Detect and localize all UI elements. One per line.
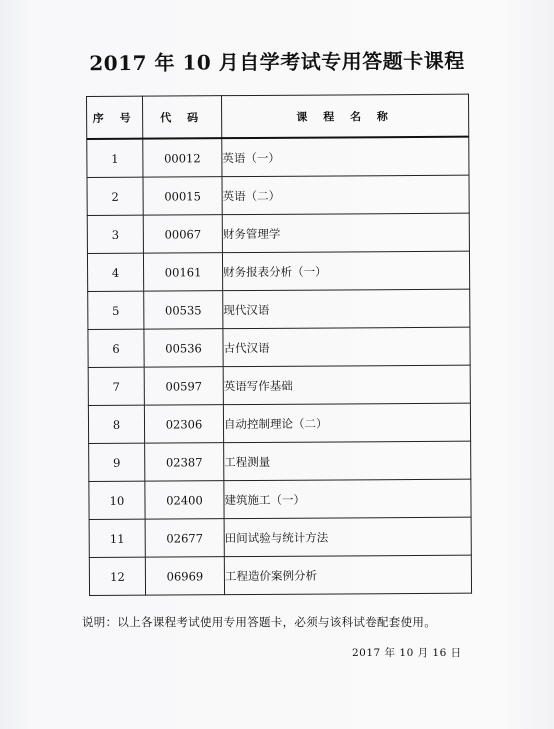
row-index: 8 <box>88 405 144 443</box>
row-course-name: 英语（一） <box>222 137 469 177</box>
table-header-row <box>87 94 469 139</box>
row-course-name: 古代汉语 <box>223 327 470 367</box>
row-index: 11 <box>89 519 145 557</box>
table-row <box>88 365 470 405</box>
row-code: 00597 <box>144 367 223 405</box>
row-index: 7 <box>88 367 144 405</box>
row-course-name: 建筑施工（一） <box>224 479 471 519</box>
row-index: 9 <box>89 443 145 481</box>
row-index: 3 <box>87 215 143 253</box>
row-code: 00161 <box>143 253 222 291</box>
table-row <box>87 175 469 215</box>
row-index: 2 <box>87 177 143 215</box>
course-table <box>86 94 472 596</box>
table-row <box>88 403 470 443</box>
row-index: 4 <box>87 253 143 291</box>
row-code: 02677 <box>145 519 224 557</box>
row-course-name: 田间试验与统计方法 <box>224 517 471 557</box>
row-code: 00536 <box>144 329 223 367</box>
document-title: 2017 年 10 月自学考试专用答题卡课程 <box>89 48 465 76</box>
table-row <box>89 441 471 481</box>
row-course-name: 英语（二） <box>222 175 469 215</box>
table-row <box>87 251 469 291</box>
table-row <box>89 517 471 557</box>
row-index: 12 <box>89 557 145 595</box>
row-course-name: 现代汉语 <box>223 289 470 329</box>
row-code: 00067 <box>143 215 222 253</box>
issue-date: 2017 年 10 月 16 日 <box>352 647 462 659</box>
row-course-name: 财务管理学 <box>222 213 469 253</box>
header-code: 代 码 <box>143 96 222 139</box>
row-code: 02400 <box>145 481 224 519</box>
table-row <box>88 289 470 329</box>
header-course-name: 课 程 名 称 <box>222 94 469 138</box>
row-code: 02387 <box>145 443 224 481</box>
table-body <box>87 137 472 596</box>
row-index: 10 <box>89 481 145 519</box>
row-index: 6 <box>88 329 144 367</box>
table-row <box>87 213 469 253</box>
table-row <box>88 327 470 367</box>
row-code: 00535 <box>144 291 223 329</box>
row-course-name: 财务报表分析（一） <box>222 251 469 291</box>
row-index: 5 <box>88 291 144 329</box>
usage-note: 说明：以上各课程考试使用专用答题卡，必须与该科试卷配套使用。 <box>82 615 436 629</box>
row-course-name: 工程造价案例分析 <box>224 555 471 595</box>
row-course-name: 自动控制理论（二） <box>223 403 470 443</box>
row-code: 00012 <box>143 138 222 177</box>
table-row <box>89 479 471 519</box>
row-code: 00015 <box>143 177 222 215</box>
table-row <box>89 555 471 595</box>
row-code: 02306 <box>144 405 223 443</box>
row-index: 1 <box>87 139 143 178</box>
row-course-name: 英语写作基础 <box>223 365 470 405</box>
row-code: 06969 <box>145 557 224 595</box>
header-index: 序 号 <box>87 96 143 139</box>
table-row <box>87 137 469 178</box>
row-course-name: 工程测量 <box>224 441 471 481</box>
